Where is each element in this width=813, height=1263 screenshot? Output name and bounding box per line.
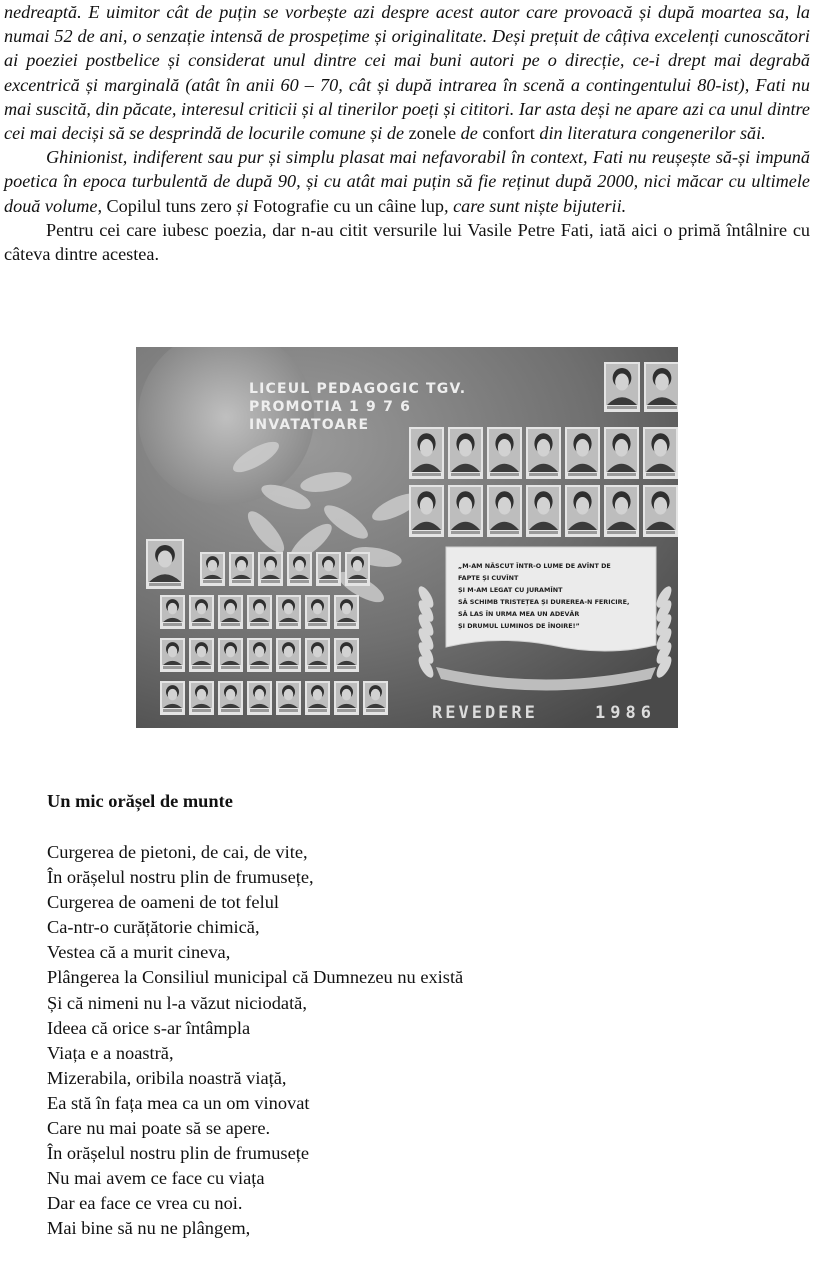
poem-line: Dar ea face ce vrea cu noi. [47,1193,243,1214]
portrait [247,595,272,629]
text-run: Pentru cei care iubesc poezia, dar n-au citit versurile lui Vasile Petre Fati, iată aici o primă întâlnire cu câteva dintre acestea. [4,219,810,265]
poem-line: Mizerabila, oribila noastră viață, [47,1067,287,1088]
poem-line: În orășelul nostru plin de frumusețe, [47,867,314,888]
portrait [276,638,301,672]
poem-line: Care nu mai poate să se apere. [47,1118,271,1139]
text-run: confort [482,123,535,144]
photo-banner-line: LICEUL PEDAGOGIC TGV. [249,381,467,397]
poem-line: Plângerea la Consiliul municipal că Dumnezeu nu există [47,967,464,988]
portrait [363,681,388,715]
photo-banner-line: INVATATOARE [249,417,370,433]
footer-year: 1986 [595,703,656,723]
portrait [644,362,678,412]
portrait [448,485,483,537]
portrait [247,681,272,715]
quote-line: ȘI M-AM LEGAT CU JURAMÎNT [458,586,563,594]
portrait [334,681,359,715]
portrait [604,362,640,412]
portrait [160,595,185,629]
intro-text [4,0,810,266]
text-run: Fotografie cu un câine lup [253,195,444,216]
poem-line: Nu mai avem ce face cu viața [47,1168,265,1189]
portrait [565,427,600,479]
text-run: zonele [408,123,457,144]
poem-line: Viața e a noastră, [47,1042,174,1063]
poem-line: Ca-ntr-o curățătorie chimică, [47,917,260,938]
portrait [189,638,214,672]
portrait [487,485,522,537]
poem-line: Curgerea de oameni de tot felul [47,892,280,913]
quote-line: SĂ LAS ÎN URMA MEA UN ADEVĂR [458,610,580,618]
quote-line: SĂ SCHIMB TRISTEȚEA ȘI DUREREA-N FERICIRE, [458,598,630,606]
portrait [229,552,254,586]
portrait [526,427,561,479]
portrait [448,427,483,479]
portrait [276,595,301,629]
portrait [276,681,301,715]
portrait [334,595,359,629]
quote-line: „M-AM NĂSCUT ÎNTR-O LUME DE AVÎNT DE [458,562,611,570]
poem-line: Vestea că a murit cineva, [47,942,231,963]
portrait [526,485,561,537]
text-run: Ghinionist, indiferent sau pur și simplu plasat mai nefavorabil în context, Fati nu reușește să-și impună poetica în epoca turbulentă de după 90, și cu atât mai puțin să fie reținut după 2000, nici măcar cu ultimele două volume, [4,147,810,216]
portrait [146,539,184,589]
poem-line: Ideea că orice s-ar întâmpla [47,1017,251,1038]
portrait [565,485,600,537]
poem [47,789,787,1242]
photo-banner-line: PROMOTIA 1 9 7 6 [249,399,412,415]
portrait [247,638,272,672]
poem-line: Și că nimeni nu l-a văzut niciodată, [47,992,307,1013]
portrait [643,427,678,479]
poem-line: În orășelul nostru plin de frumusețe [47,1143,310,1164]
portrait [258,552,283,586]
portrait [305,681,330,715]
portrait [643,485,678,537]
text-run: Copilul tuns zero [106,195,232,216]
class-reunion-photo [136,347,678,728]
poem-line: Mai bine să nu ne plângem, [47,1218,251,1239]
poem-title: Un mic orășel de munte [47,791,233,811]
portrait [409,427,444,479]
portrait [189,681,214,715]
portrait [160,638,185,672]
portrait [218,595,243,629]
poem-body [47,840,787,1242]
footer-word: REVEDERE [432,703,538,723]
portrait [218,638,243,672]
text-run: din literatura congenerilor săi. [534,123,766,144]
portrait [316,552,341,586]
intro-paragraph [4,0,810,145]
portrait [200,552,225,586]
intro-paragraph [4,218,810,266]
portrait [305,595,330,629]
text-run: și [231,195,254,216]
text-run: , care sunt niște bijuterii. [443,195,627,216]
portrait [305,638,330,672]
poem-line: Curgerea de pietoni, de cai, de vite, [47,842,308,862]
portrait [189,595,214,629]
portrait [218,681,243,715]
portrait [604,427,639,479]
portrait [160,681,185,715]
poem-line: Ea stă în fața mea ca un om vinovat [47,1092,310,1113]
quote-line: ȘI DRUMUL LUMINOS DE ÎNOIRE!” [458,622,580,630]
portrait [487,427,522,479]
portrait [409,485,444,537]
portrait [287,552,312,586]
quote-line: FAPTE ȘI CUVÎNT [458,574,519,582]
portrait [604,485,639,537]
intro-paragraph [4,145,810,218]
portrait [345,552,370,586]
text-run: nedreaptă. E uimitor cât de puțin se vorbește azi despre acest autor care provoacă și după moartea sa, la numai 52 de ani, o senzație intensă de prospețime și originalitate. Deși prețuit de câțiva excelenți cunoscători ai poeziei postbelice și considerat unul dintre cei mai buni autori pe o direcție, ce-i drept mai degrabă excentrică și marginală (atât în anii 60 – 70, cât și după intrarea în scenă a contingentului 80-ist), Fati nu mai suscită, din păcate, interesul criticii și al tinerilor poeți și cititori. Iar asta deși ne apare azi ca unul dintre cei mai deciși să se desprindă de locurile comune și de [4,2,810,144]
portrait [334,638,359,672]
text-run: de [456,123,483,144]
